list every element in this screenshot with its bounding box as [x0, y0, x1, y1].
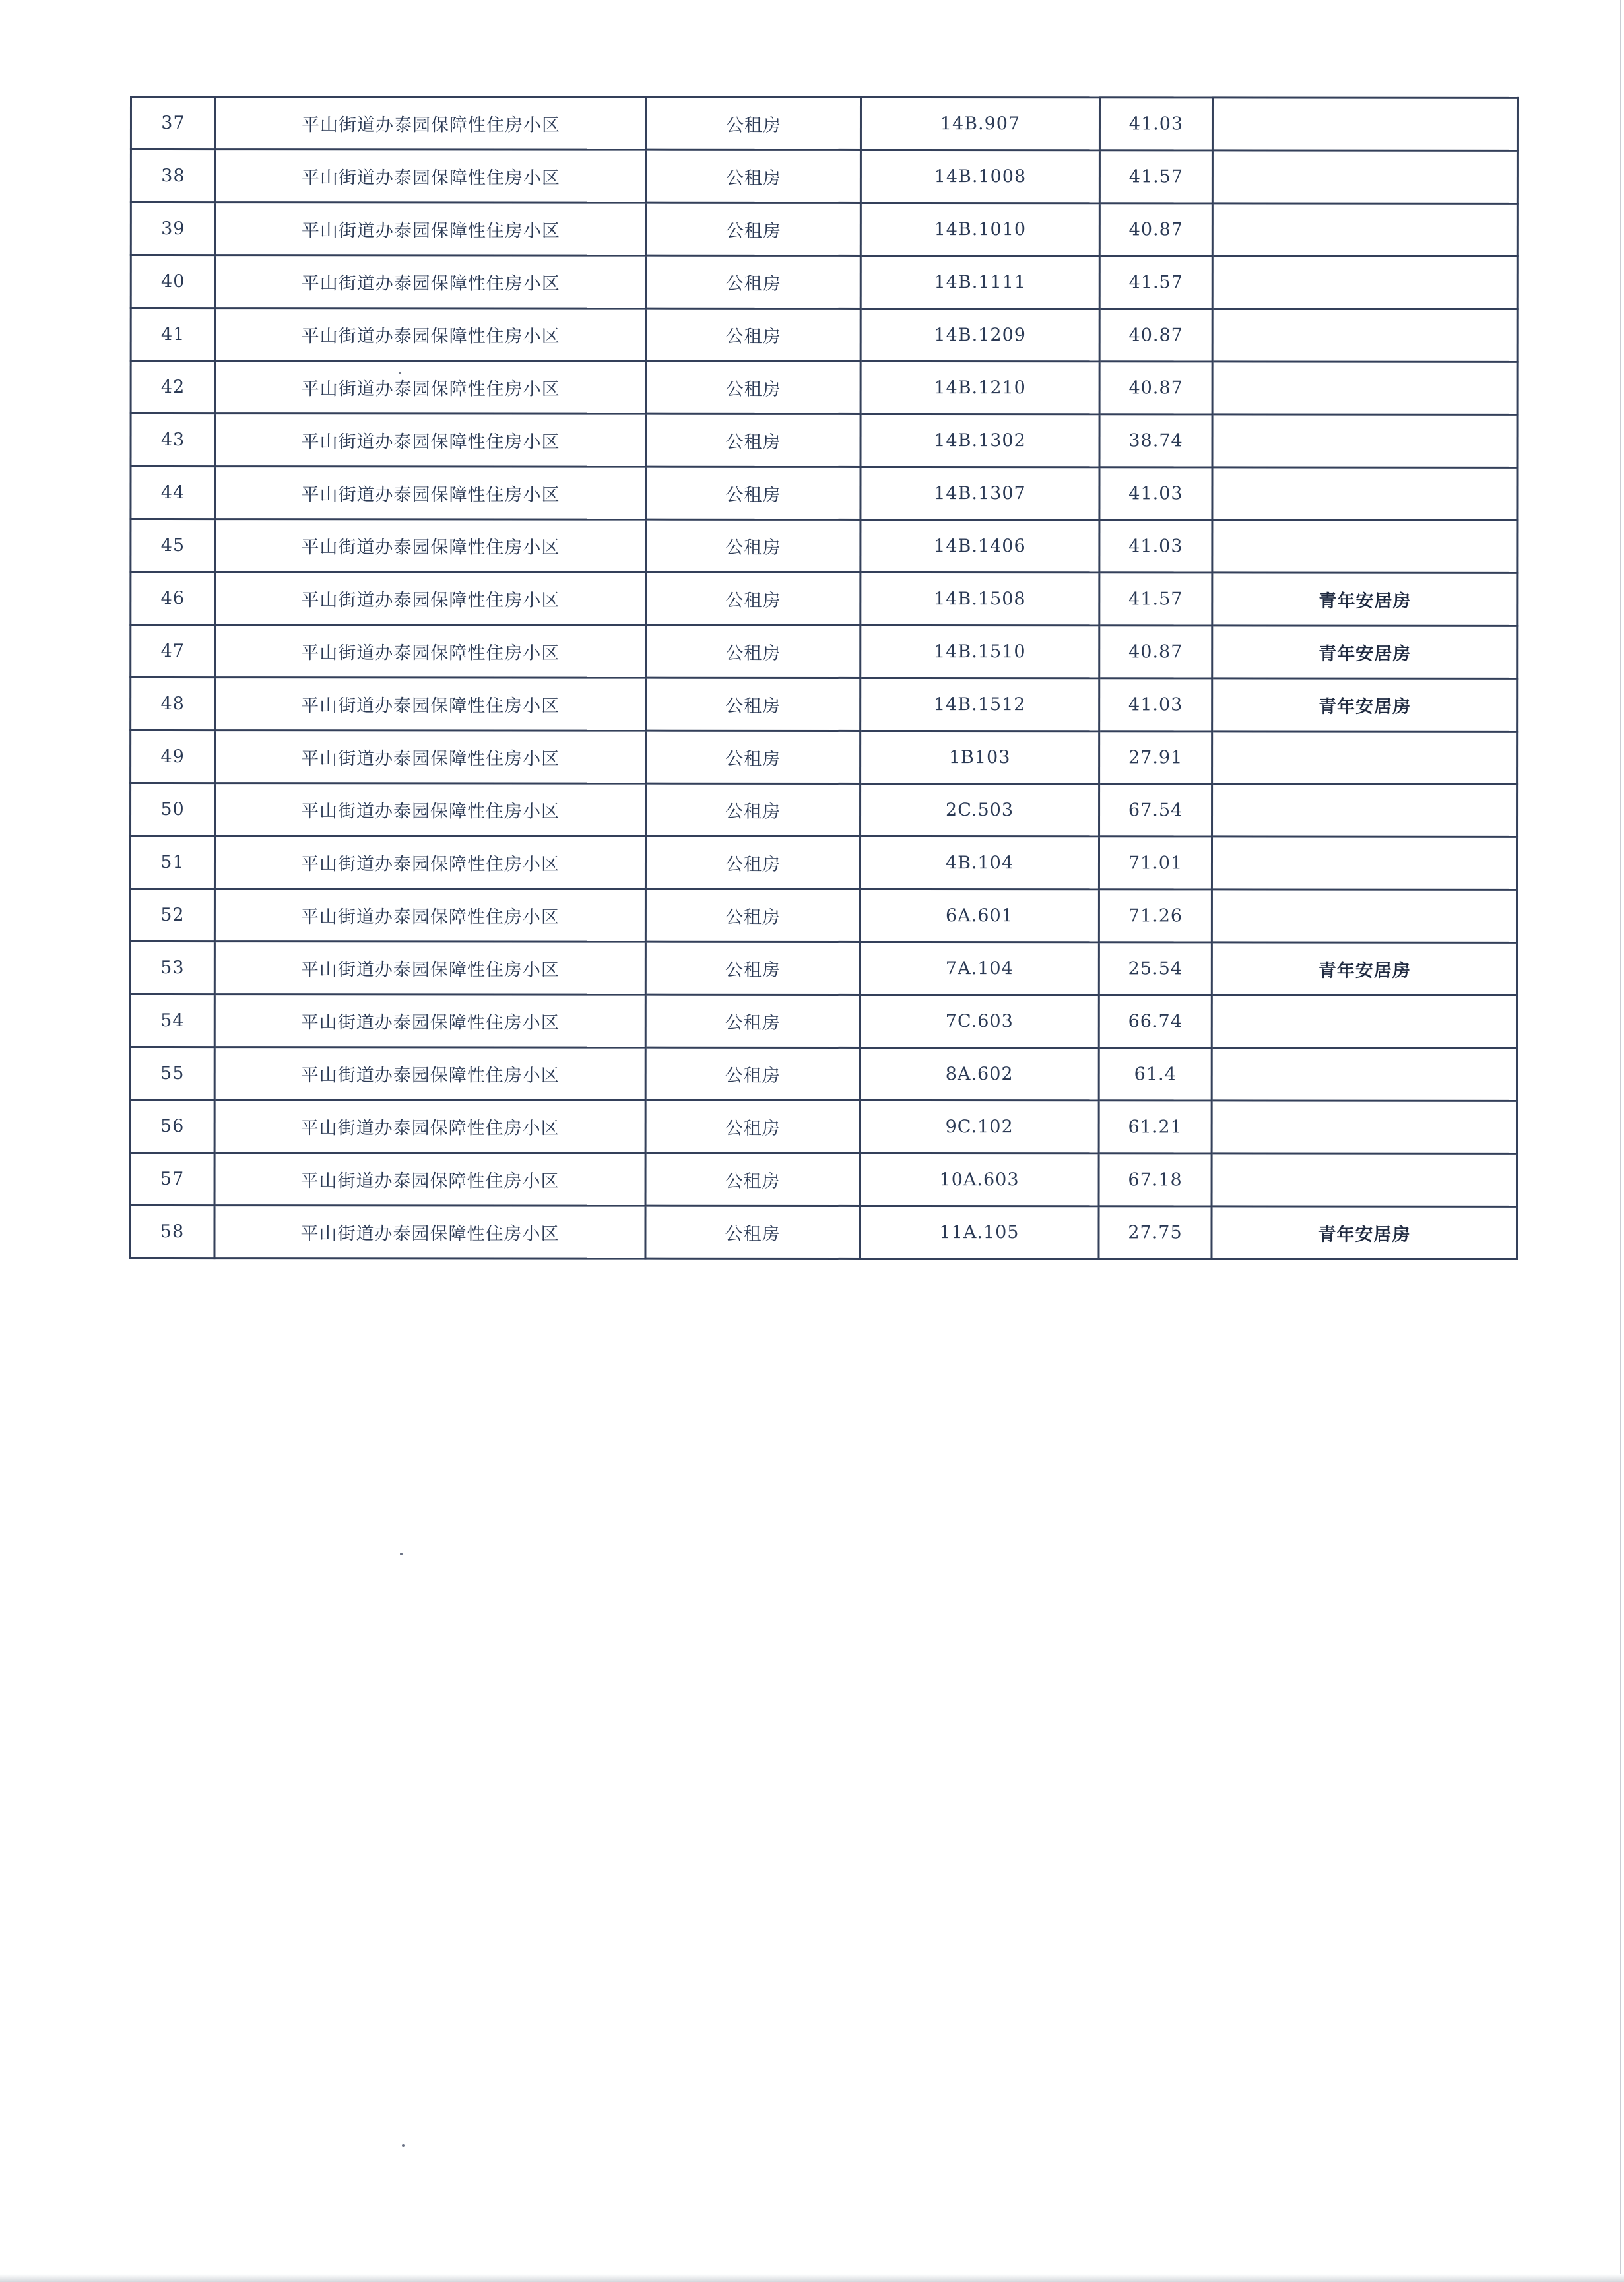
table-row	[131, 361, 1518, 415]
row-index-cell: 38	[131, 150, 215, 203]
area-cell: 61.4	[1099, 1048, 1212, 1101]
row-index-cell: 57	[130, 1153, 214, 1206]
remark-cell: 青年安居房	[1212, 1206, 1517, 1259]
room-number-cell: 14B.1209	[861, 308, 1099, 361]
community-name-cell: 平山街道办泰园保障性住房小区	[215, 150, 646, 203]
remark-cell: 青年安居房	[1212, 573, 1518, 626]
room-number-cell: 14B.1010	[861, 203, 1099, 255]
table-row	[131, 678, 1518, 732]
row-index-cell: 42	[131, 361, 215, 414]
community-name-cell: 平山街道办泰园保障性住房小区	[215, 361, 646, 414]
table-row	[130, 889, 1517, 943]
housing-type-cell: 公租房	[645, 836, 860, 889]
housing-type-cell: 公租房	[646, 467, 861, 519]
table-row	[131, 572, 1518, 626]
community-name-cell: 平山街道办泰园保障性住房小区	[214, 836, 645, 890]
table-row	[130, 942, 1517, 996]
room-number-cell: 6A.601	[860, 889, 1099, 942]
community-name-cell: 平山街道办泰园保障性住房小区	[215, 203, 646, 256]
remark-cell	[1212, 1048, 1517, 1101]
row-index-cell: 37	[131, 97, 215, 150]
room-number-cell: 10A.603	[860, 1153, 1099, 1206]
table-row	[130, 994, 1517, 1049]
housing-type-cell: 公租房	[646, 731, 861, 783]
table-row	[131, 414, 1518, 468]
community-name-cell: 平山街道办泰园保障性住房小区	[214, 994, 645, 1048]
remark-cell	[1212, 98, 1518, 150]
area-cell: 41.03	[1099, 98, 1212, 150]
row-index-cell: 53	[130, 942, 214, 994]
row-index-cell: 51	[130, 836, 214, 889]
housing-type-cell: 公租房	[645, 1047, 860, 1100]
area-cell: 67.54	[1099, 784, 1212, 837]
row-index-cell: 54	[130, 994, 214, 1047]
remark-cell	[1212, 1101, 1517, 1154]
row-index-cell: 58	[130, 1206, 214, 1258]
table-row	[130, 1153, 1517, 1207]
community-name-cell: 平山街道办泰园保障性住房小区	[214, 1206, 645, 1259]
area-cell: 41.03	[1099, 467, 1212, 520]
room-number-cell: 8A.602	[860, 1047, 1099, 1100]
remark-cell	[1212, 150, 1518, 203]
housing-type-cell: 公租房	[645, 994, 860, 1047]
scan-speck	[399, 372, 401, 374]
community-name-cell: 平山街道办泰园保障性住房小区	[215, 678, 646, 731]
row-index-cell: 46	[131, 572, 215, 625]
remark-cell	[1212, 995, 1517, 1048]
housing-type-cell: 公租房	[646, 308, 861, 361]
community-name-cell: 平山街道办泰园保障性住房小区	[215, 572, 646, 626]
housing-type-cell: 公租房	[645, 889, 860, 942]
community-name-cell: 平山街道办泰园保障性住房小区	[214, 1153, 645, 1206]
area-cell: 67.18	[1099, 1154, 1212, 1206]
housing-type-cell: 公租房	[645, 1100, 860, 1153]
area-cell: 41.57	[1099, 256, 1212, 309]
row-index-cell: 40	[131, 255, 215, 308]
room-number-cell: 14B.1008	[861, 150, 1099, 203]
housing-type-cell: 公租房	[646, 519, 861, 572]
community-name-cell: 平山街道办泰园保障性住房小区	[215, 467, 646, 520]
table-row	[131, 203, 1518, 257]
remark-cell	[1212, 1154, 1517, 1206]
remark-cell	[1212, 520, 1518, 573]
remark-cell	[1212, 467, 1518, 520]
community-name-cell: 平山街道办泰园保障性住房小区	[215, 255, 646, 309]
row-index-cell: 49	[131, 731, 215, 783]
room-number-cell: 7A.104	[860, 942, 1099, 994]
room-number-cell: 14B.1510	[861, 625, 1099, 678]
scan-speck	[402, 2144, 405, 2147]
table-row	[130, 1047, 1517, 1101]
area-cell: 40.87	[1099, 309, 1212, 362]
remark-cell	[1212, 203, 1518, 256]
community-name-cell: 平山街道办泰园保障性住房小区	[215, 97, 646, 150]
remark-cell	[1212, 890, 1517, 942]
area-cell: 27.75	[1099, 1206, 1212, 1259]
housing-type-cell: 公租房	[646, 572, 861, 625]
remark-cell	[1212, 309, 1518, 362]
table-row	[131, 467, 1518, 521]
room-number-cell: 9C.102	[860, 1100, 1099, 1153]
area-cell: 71.01	[1099, 837, 1212, 890]
row-index-cell: 39	[131, 203, 215, 255]
housing-type-cell: 公租房	[646, 203, 861, 255]
scan-edge-line	[1620, 0, 1621, 2282]
remark-cell	[1212, 837, 1517, 890]
room-number-cell: 1B103	[861, 731, 1099, 783]
room-number-cell: 14B.1512	[861, 678, 1099, 731]
row-index-cell: 50	[131, 783, 215, 836]
area-cell: 40.87	[1099, 362, 1212, 414]
area-cell: 41.57	[1099, 150, 1212, 203]
table-row	[131, 255, 1518, 310]
remark-cell: 青年安居房	[1212, 626, 1518, 678]
area-cell: 41.57	[1099, 573, 1212, 626]
row-index-cell: 43	[131, 414, 215, 467]
community-name-cell: 平山街道办泰园保障性住房小区	[215, 414, 646, 467]
community-name-cell: 平山街道办泰园保障性住房小区	[214, 942, 645, 995]
table-row	[131, 625, 1518, 679]
area-cell: 38.74	[1099, 414, 1212, 467]
area-cell: 27.91	[1099, 731, 1212, 784]
remark-cell	[1212, 414, 1518, 467]
housing-type-cell: 公租房	[646, 150, 861, 203]
area-cell: 66.74	[1099, 995, 1212, 1048]
room-number-cell: 14B.1210	[861, 361, 1099, 414]
area-cell: 41.03	[1099, 678, 1212, 731]
housing-type-cell: 公租房	[646, 361, 861, 414]
room-number-cell: 2C.503	[861, 783, 1099, 836]
row-index-cell: 48	[131, 678, 215, 731]
remark-cell	[1212, 784, 1518, 837]
remark-cell	[1212, 362, 1518, 414]
room-number-cell: 14B.1111	[861, 255, 1099, 308]
community-name-cell: 平山街道办泰园保障性住房小区	[215, 519, 646, 573]
table-row	[130, 836, 1517, 890]
housing-type-cell: 公租房	[645, 1153, 860, 1206]
room-number-cell: 14B.1307	[861, 467, 1099, 519]
area-cell: 71.26	[1099, 890, 1212, 942]
housing-table	[129, 96, 1519, 1260]
table-row	[130, 1100, 1517, 1154]
community-name-cell: 平山街道办泰园保障性住房小区	[215, 731, 646, 784]
row-index-cell: 44	[131, 467, 215, 519]
scan-speck	[400, 1553, 403, 1555]
area-cell: 61.21	[1099, 1101, 1212, 1154]
housing-type-cell: 公租房	[645, 1206, 860, 1258]
table-row	[131, 97, 1518, 151]
table-row	[131, 783, 1518, 837]
remark-cell: 青年安居房	[1212, 942, 1517, 995]
table-row	[131, 731, 1518, 785]
room-number-cell: 14B.1406	[861, 519, 1099, 572]
area-cell: 40.87	[1099, 626, 1212, 678]
housing-type-cell: 公租房	[646, 625, 861, 678]
remark-cell	[1212, 731, 1518, 784]
remark-cell: 青年安居房	[1212, 678, 1518, 731]
community-name-cell: 平山街道办泰园保障性住房小区	[215, 783, 646, 837]
room-number-cell: 4B.104	[860, 836, 1099, 889]
scan-bottom-edge	[0, 2274, 1624, 2282]
community-name-cell: 平山街道办泰园保障性住房小区	[214, 1100, 645, 1154]
table-row	[131, 150, 1518, 204]
table-row	[131, 308, 1518, 362]
housing-type-cell: 公租房	[646, 255, 861, 308]
room-number-cell: 14B.907	[861, 97, 1099, 150]
row-index-cell: 45	[131, 519, 215, 572]
row-index-cell: 41	[131, 308, 215, 361]
room-number-cell: 14B.1302	[861, 414, 1099, 467]
room-number-cell: 7C.603	[860, 994, 1099, 1047]
housing-type-cell: 公租房	[646, 97, 861, 150]
area-cell: 25.54	[1099, 942, 1212, 995]
room-number-cell: 14B.1508	[861, 572, 1099, 625]
row-index-cell: 55	[130, 1047, 214, 1100]
room-number-cell: 11A.105	[860, 1206, 1099, 1258]
housing-type-cell: 公租房	[646, 414, 861, 467]
row-index-cell: 47	[131, 625, 215, 678]
community-name-cell: 平山街道办泰园保障性住房小区	[215, 625, 646, 678]
table-body	[130, 97, 1518, 1260]
community-name-cell: 平山街道办泰园保障性住房小区	[214, 889, 645, 942]
row-index-cell: 56	[130, 1100, 214, 1153]
housing-type-cell: 公租房	[646, 783, 861, 836]
remark-cell	[1212, 256, 1518, 309]
community-name-cell: 平山街道办泰园保障性住房小区	[214, 1047, 645, 1101]
area-cell: 41.03	[1099, 520, 1212, 573]
community-name-cell: 平山街道办泰园保障性住房小区	[215, 308, 646, 362]
row-index-cell: 52	[130, 889, 214, 942]
table-row	[130, 1206, 1517, 1260]
housing-type-cell: 公租房	[645, 942, 860, 994]
housing-type-cell: 公租房	[646, 678, 861, 731]
area-cell: 40.87	[1099, 203, 1212, 256]
table-row	[131, 519, 1518, 573]
